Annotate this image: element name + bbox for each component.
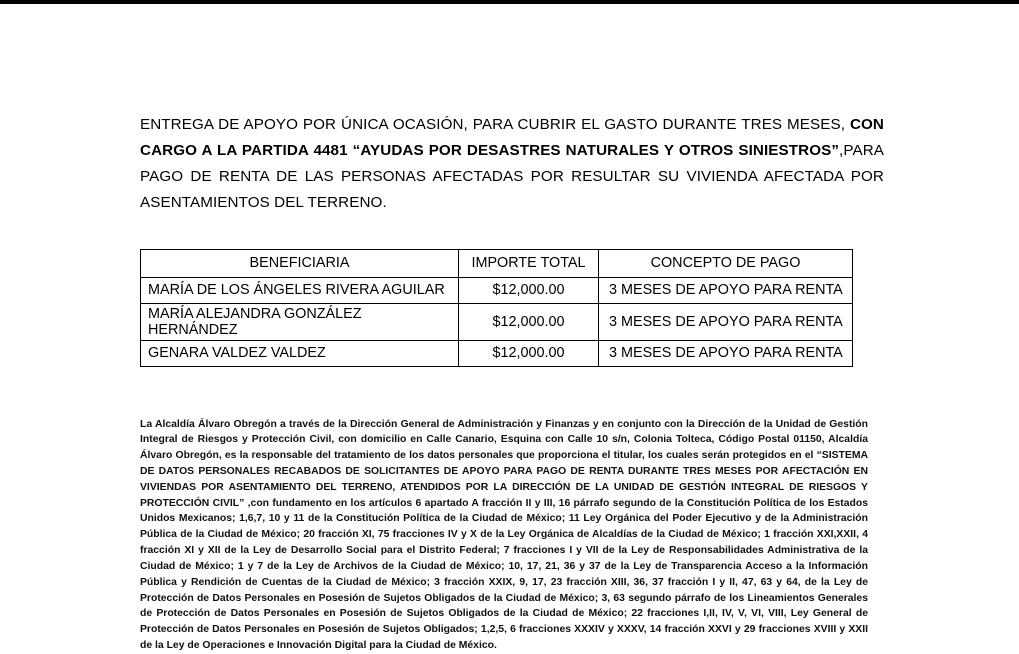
beneficiaries-table	[140, 249, 853, 367]
privacy-legal-notice	[140, 417, 868, 654]
table-row	[141, 340, 853, 366]
table-row	[141, 303, 853, 340]
intro-text-part3: ,PARA PAGO DE RENTA DE LAS PERSONAS AFECTADAS POR RESULTAR SU VIVIENDA AFECTADA POR ASENTAMIENTOS DEL TERRENO.	[140, 142, 884, 212]
intro-text-part1: ENTREGA DE APOYO POR ÚNICA OCASIÓN, PARA CUBRIR EL GASTO DURANTE TRES MESES,	[140, 116, 850, 133]
column-header-beneficiaria: BENEFICIARIA	[141, 249, 459, 277]
cell-importe: $12,000.00	[459, 340, 599, 366]
beneficiaries-table-wrap	[140, 249, 884, 367]
column-header-concepto: CONCEPTO DE PAGO	[599, 249, 853, 277]
cell-importe: $12,000.00	[459, 303, 599, 340]
document-content	[140, 112, 884, 654]
table-row	[141, 277, 853, 303]
privacy-legal-notice-text: La Alcaldía Álvaro Obregón a través de la Dirección General de Administración y Finanzas y en conjunto con la Dirección de la Unidad de Gestión Integral de Riesgos y Protección Civil, con domicilio en Calle Canario, Esquina con Calle 10 s/n, Colonia Tolteca, Código Postal 01150, Alcaldía Álvaro Obregón, es la responsable del tratamiento de los datos personales que proporciona el titular, los cuales serán protegidos en el “SISTEMA DE DATOS PERSONALES RECABADOS DE SOLICITANTES DE APOYO PARA PAGO DE RENTA DURANTE TRES MESES POR AFECTACIÓN EN VIVIENDAS POR ASENTAMIENTO DEL TERRENO, ATENDIDOS POR LA DIRECCIÓN DE LA UNIDAD DE GESTIÓN INTEGRAL DE RIESGOS Y PROTECCIÓN CIVIL” ,con fundamento en los artículos 6 apartado A fracción II y III, 16 párrafo segundo de la Constitución Política de los Estados Unidos Mexicanos; 1,6,7, 10 y 11 de la Constitución Política de la Ciudad de México; 11 Ley Orgánica del Poder Ejecutivo y de la Administración Pública de la Ciudad de México; 20 fracción XI, 75 fracciones IV y X de la Ley Orgánica de Alcaldías de la Ciudad de México; 1 fracción XXI,XXII, 4 fracción XI y XII de la Ley de Desarrollo Social para el Distrito Federal; 7 fracciones I y VII de la Ley de Responsabilidades Administrativa de la Ciudad de México; 1 y 7 de la Ley de Archivos de la Ciudad de México; 10, 17, 21, 36 y 37 de la Ley de Transparencia Acceso a la Información Pública y Rendición de Cuentas de la Ciudad de México; 3 fracción XXIX, 9, 17, 23 fracción XIII, 36, 37 fracción I y II, 47, 63 y 64, de la Ley de Protección de Datos Personales en Posesión de Sujetos Obligados de la Ciudad de México; 3, 63 segundo párrafo de los Lineamientos Generales de Protección de Datos Personales en Posesión de Sujetos Obligados de la Ciudad de México; 22 fracciones I,II, IV, V, VI, VIII, Ley General de Protección de Datos Personales en Posesión de Sujetos Obligados; 1,2,5, 6 fracciones XXXIV y XXXV, 14 fracción XXVI y 29 fracciones XVIII y XXII de la Ley de Operaciones e Innovación Digital para la Ciudad de México.	[140, 418, 868, 651]
cell-beneficiaria: MARÍA DE LOS ÁNGELES RIVERA AGUILAR	[141, 277, 459, 303]
table-header-row	[141, 249, 853, 277]
intro-paragraph	[140, 112, 884, 217]
cell-importe: $12,000.00	[459, 277, 599, 303]
column-header-importe: IMPORTE TOTAL	[459, 249, 599, 277]
page-top-rule	[0, 0, 1019, 4]
cell-beneficiaria: MARÍA ALEJANDRA GONZÁLEZ HERNÁNDEZ	[141, 303, 459, 340]
intro-text-emphasis: CON CARGO A LA PARTIDA 4481 “AYUDAS POR DESASTRES NATURALES Y OTROS SINIESTROS”	[140, 116, 884, 160]
cell-concepto: 3 MESES DE APOYO PARA RENTA	[599, 303, 853, 340]
cell-concepto: 3 MESES DE APOYO PARA RENTA	[599, 340, 853, 366]
cell-beneficiaria: GENARA VALDEZ VALDEZ	[141, 340, 459, 366]
cell-concepto: 3 MESES DE APOYO PARA RENTA	[599, 277, 853, 303]
